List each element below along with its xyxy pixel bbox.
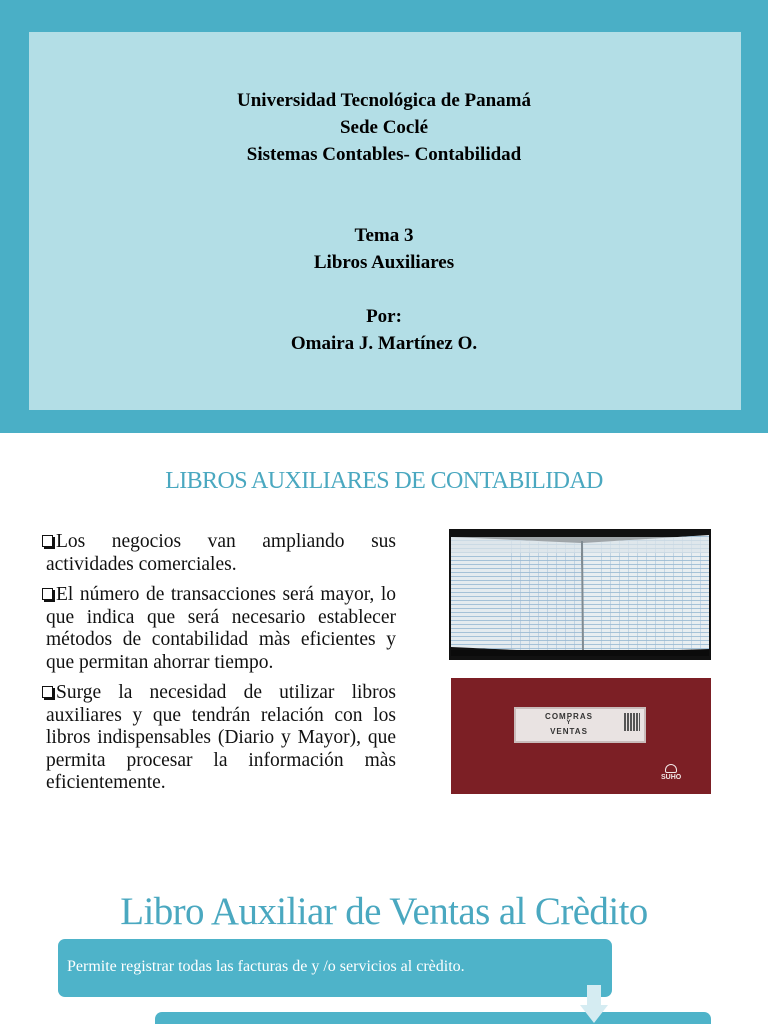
topic-number: Tema 3 bbox=[354, 225, 414, 246]
bullet-list bbox=[46, 531, 396, 803]
bullet-text: Surge la necesidad de utilizar libros auxiliares y que tendrán relación con los libros indispensables (Diario y Mayor), que permita procesar la información màs eficientemente. bbox=[46, 682, 396, 793]
checkbox-bullet-icon bbox=[42, 535, 53, 547]
next-box bbox=[155, 1012, 711, 1024]
book-label-line: Y bbox=[566, 720, 572, 726]
author-label: Por: bbox=[366, 306, 402, 327]
brand-logo-icon bbox=[665, 764, 677, 773]
ledger-book-image bbox=[449, 529, 711, 660]
title-slide bbox=[0, 0, 768, 433]
sales-purchases-book-image bbox=[451, 678, 711, 794]
barcode-icon bbox=[624, 713, 640, 731]
course-name: Sistemas Contables- Contabilidad bbox=[246, 144, 522, 165]
down-arrow-icon bbox=[580, 985, 608, 1024]
bullet-text: El número de transacciones será mayor, lo que indica que será necesario establecer métodos de contabilidad màs eficientes y que permitan ahorrar tiempo. bbox=[46, 584, 396, 673]
book-label-line: VENTAS bbox=[550, 727, 588, 736]
ventas-credito-slide bbox=[0, 865, 768, 1024]
campus-name: Sede Coclé bbox=[339, 117, 429, 138]
brand-name: SUHO bbox=[661, 774, 682, 781]
book-label-line: COMPRAS bbox=[545, 712, 593, 721]
checkbox-bullet-icon bbox=[42, 686, 53, 698]
checkbox-bullet-icon bbox=[42, 588, 53, 600]
content-slide bbox=[0, 433, 768, 865]
description-box bbox=[58, 939, 612, 997]
bullet-text: Los negocios van ampliando sus actividades comerciales. bbox=[46, 531, 396, 575]
slide-heading: LIBROS AUXILIARES DE CONTABILIDAD bbox=[165, 468, 603, 494]
university-name: Universidad Tecnológica de Panamá bbox=[237, 90, 531, 111]
bullet-item bbox=[46, 682, 396, 795]
book-label bbox=[514, 707, 646, 743]
topic-name: Libros Auxiliares bbox=[313, 252, 455, 273]
description-text: Permite registrar todas las facturas de y /o servicios al crèdito. bbox=[67, 958, 465, 975]
slide-heading: Libro Auxiliar de Ventas al Crèdito bbox=[120, 890, 648, 933]
author-name: Omaira J. Martínez O. bbox=[290, 333, 478, 354]
bullet-item bbox=[46, 584, 396, 674]
bullet-item bbox=[46, 531, 396, 576]
